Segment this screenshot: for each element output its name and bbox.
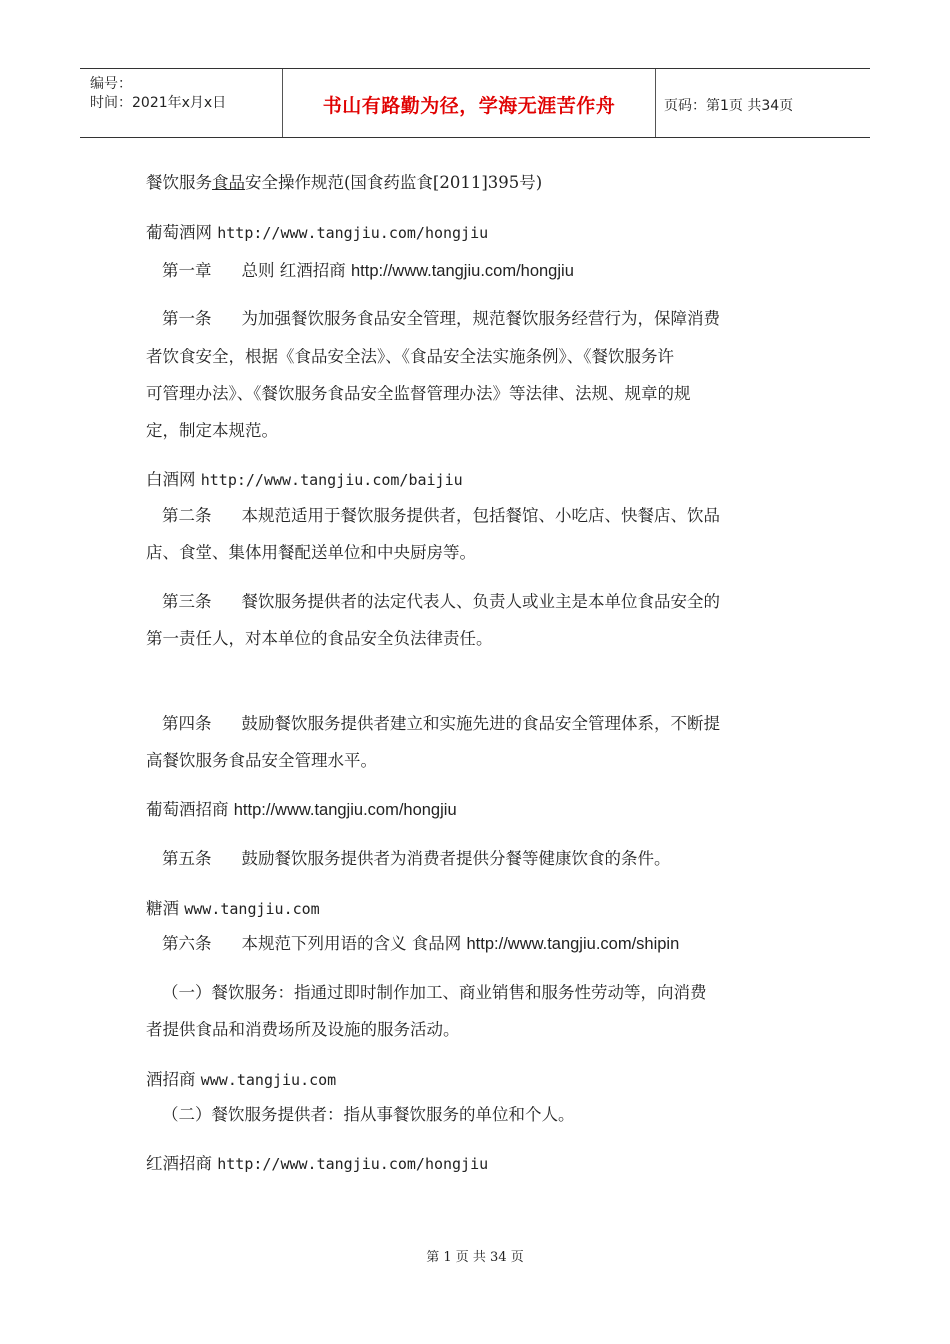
promo-url[interactable]: http://www.tangjiu.com/hongjiu bbox=[233, 801, 457, 819]
promo-link-line bbox=[146, 1061, 816, 1099]
promo-label: 葡萄酒网 bbox=[146, 223, 212, 242]
promo-url[interactable]: http://www.tangjiu.com/hongjiu bbox=[217, 1155, 489, 1173]
header-page-cell bbox=[656, 69, 870, 137]
promo-label: 红酒招商 bbox=[279, 261, 346, 280]
article-text: 鼓励餐饮服务提供者建立和实施先进的食品安全管理体系，不断提 bbox=[241, 714, 720, 733]
promo-url[interactable]: http://www.tangjiu.com/hongjiu bbox=[217, 224, 489, 242]
article-number: 第一条 bbox=[162, 309, 212, 328]
promo-url[interactable]: http://www.tangjiu.com/baijiu bbox=[200, 471, 463, 489]
definition-1: （一）餐饮服务：指通过即时制作加工、商业销售和服务性劳动等，向消费 bbox=[162, 983, 707, 1002]
article-1-cont: 可管理办法》、《餐饮服务食品安全监督管理办法》等法律、法规、规章的规 bbox=[146, 384, 691, 403]
promo-label: 酒招商 bbox=[146, 1070, 196, 1089]
article-text: 本规范下列用语的含义 bbox=[241, 934, 407, 953]
article-text: 餐饮服务提供者的法定代表人、负责人或业主是本单位食品安全的 bbox=[241, 592, 720, 611]
article-3-cont: 第一责任人，对本单位的食品安全负法律责任。 bbox=[146, 629, 493, 648]
article-number: 第三条 bbox=[162, 592, 212, 611]
promo-label: 白酒网 bbox=[146, 470, 196, 489]
page-footer: 第 1 页 共 34 页 bbox=[426, 1250, 524, 1265]
doc-code-label: 编号： bbox=[90, 76, 132, 92]
article-3 bbox=[146, 583, 832, 620]
promo-label: 葡萄酒招商 bbox=[146, 800, 229, 819]
page-header bbox=[80, 68, 870, 138]
header-meta-cell bbox=[80, 69, 283, 137]
article-1-cont: 者饮食安全，根据《食品安全法》、《食品安全法实施条例》、《餐饮服务许 bbox=[146, 347, 674, 366]
chapter-number: 第一章 bbox=[162, 261, 212, 280]
article-text: 本规范适用于餐饮服务提供者，包括餐馆、小吃店、快餐店、饮品 bbox=[241, 506, 720, 525]
article-4 bbox=[146, 705, 832, 742]
article-5 bbox=[146, 840, 832, 877]
article-1-cont: 定，制定本规范。 bbox=[146, 421, 278, 440]
promo-url[interactable]: http://www.tangjiu.com/shipin bbox=[466, 935, 680, 953]
promo-link-line bbox=[146, 214, 816, 252]
definition-2: （二）餐饮服务提供者：指从事餐饮服务的单位和个人。 bbox=[162, 1105, 575, 1124]
promo-link-line bbox=[146, 1145, 816, 1183]
title-part: 餐饮服务 bbox=[146, 173, 212, 192]
definition-1-cont: 者提供食品和消费场所及设施的服务活动。 bbox=[146, 1020, 460, 1039]
article-2-cont: 店、食堂、集体用餐配送单位和中央厨房等。 bbox=[146, 543, 476, 562]
article-number: 第四条 bbox=[162, 714, 212, 733]
promo-label: 食品网 bbox=[411, 934, 462, 953]
promo-label: 红酒招商 bbox=[146, 1154, 212, 1173]
promo-label: 糖酒 bbox=[146, 899, 179, 918]
header-page-number: 页码：第1页 共34页 bbox=[664, 98, 794, 114]
chapter-title: 总则 bbox=[241, 261, 275, 280]
chapter-heading bbox=[146, 252, 832, 290]
article-number: 第二条 bbox=[162, 506, 212, 525]
doc-title bbox=[146, 164, 816, 201]
article-number: 第六条 bbox=[162, 934, 212, 953]
doc-time-label: 时间：2021年x月x日 bbox=[90, 95, 227, 111]
promo-link-line bbox=[146, 461, 816, 499]
promo-url[interactable]: www.tangjiu.com bbox=[184, 900, 320, 918]
promo-link-line bbox=[146, 890, 816, 928]
title-underlined: 食品 bbox=[212, 173, 245, 192]
article-6 bbox=[146, 925, 832, 963]
article-number: 第五条 bbox=[162, 849, 212, 868]
promo-url[interactable]: www.tangjiu.com bbox=[200, 1071, 337, 1089]
header-motto: 书山有路勤为径，学海无涯苦作舟 bbox=[322, 95, 616, 117]
article-text: 为加强餐饮服务食品安全管理，规范餐饮服务经营行为，保障消费 bbox=[241, 309, 720, 328]
article-1 bbox=[146, 300, 832, 337]
promo-link-line bbox=[146, 791, 816, 829]
article-2 bbox=[146, 497, 832, 534]
article-4-cont: 高餐饮服务食品安全管理水平。 bbox=[146, 751, 377, 770]
article-text: 鼓励餐饮服务提供者为消费者提供分餐等健康饮食的条件。 bbox=[241, 849, 671, 868]
title-part: 安全操作规范(国食药监食[2011]395号) bbox=[245, 173, 543, 192]
promo-url[interactable]: http://www.tangjiu.com/hongjiu bbox=[351, 262, 574, 280]
header-motto-cell bbox=[283, 69, 656, 137]
